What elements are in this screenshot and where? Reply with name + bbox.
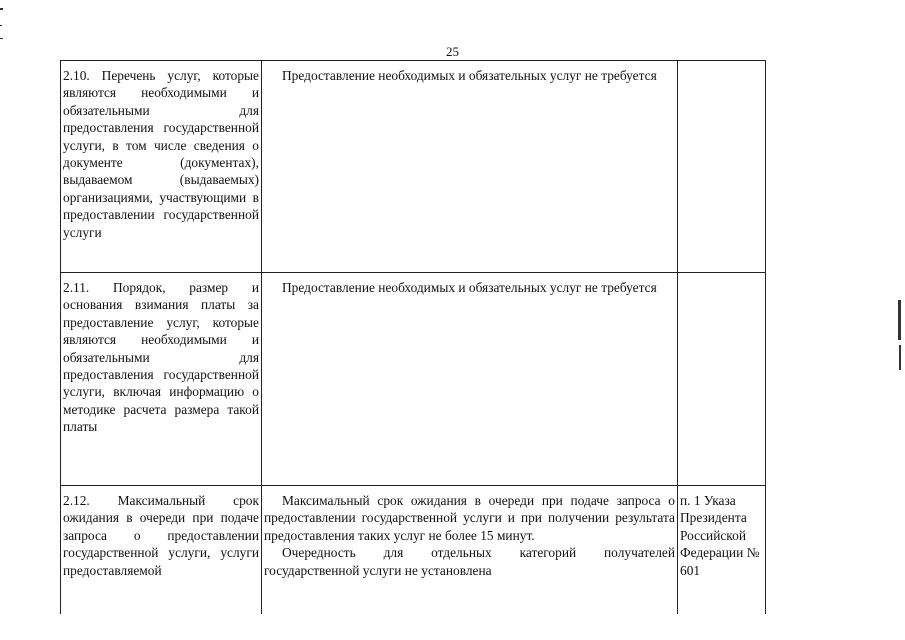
content-paragraph: Очередность для отдельных категорий получателей государственной услуги не установлена bbox=[264, 545, 675, 578]
scan-edge-mark bbox=[0, 8, 3, 10]
content-paragraph: Предоставление необходимых и обязательных услуг не требуется bbox=[282, 68, 657, 83]
content-paragraph: Максимальный срок ожидания в очереди при подаче запроса о предоставлении государственной услуги и при получении результата предоставления таких услуг не более 15 минут. bbox=[264, 493, 675, 543]
item-text: 2.11. Порядок, размер и основания взимания платы за предоставление услуг, которые являются необходимыми и обязательными для предоставления государственной услуги, включая информацию о методике расчета размера такой платы bbox=[63, 280, 259, 435]
item-text: 2.10. Перечень услуг, которые являются необходимыми и обязательными для предоставления государственной услуги, в том числе сведения о документе (документах), выдаваемом (выдаваемых) организациями, участвующими в предоставлении государственной услуги bbox=[63, 68, 259, 240]
table-row bbox=[61, 61, 766, 273]
content-cell bbox=[262, 273, 678, 486]
scan-edge-mark bbox=[899, 345, 901, 370]
basis-cell bbox=[678, 486, 766, 614]
table-row bbox=[61, 486, 766, 614]
table-row bbox=[61, 273, 766, 486]
basis-cell bbox=[678, 61, 766, 273]
content-cell bbox=[262, 486, 678, 614]
scan-edge-mark bbox=[898, 300, 901, 340]
content-paragraph: Предоставление необходимых и обязательных услуг не требуется bbox=[282, 280, 657, 295]
regulation-table bbox=[60, 60, 766, 614]
scan-edge-mark bbox=[0, 25, 2, 26]
scan-edge-mark bbox=[0, 38, 3, 39]
item-cell bbox=[61, 273, 262, 486]
content-cell bbox=[262, 61, 678, 273]
basis-cell bbox=[678, 273, 766, 486]
item-cell bbox=[61, 61, 262, 273]
item-text: 2.12. Максимальный срок ожидания в очереди при подаче запроса о предоставлении государственной услуги, услуги предоставляемой bbox=[63, 493, 259, 578]
basis-text: п. 1 Указа Президента Российской Федерации № 601 bbox=[680, 493, 760, 578]
item-cell bbox=[61, 486, 262, 614]
page-number: 25 bbox=[446, 44, 459, 59]
